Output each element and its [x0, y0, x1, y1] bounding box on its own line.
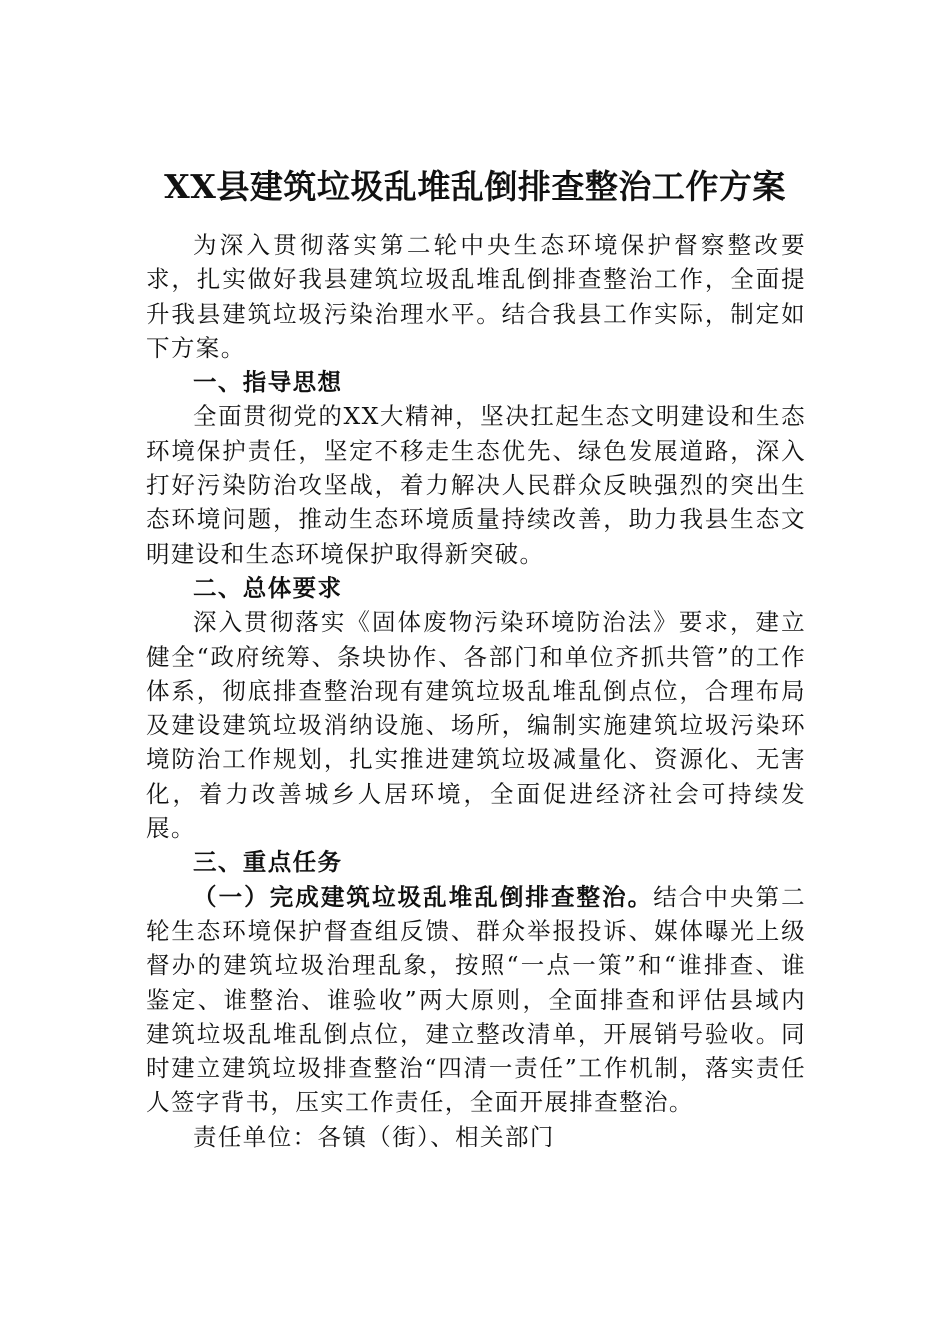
general-requirements-paragraph: 深入贯彻落实《固体废物污染环境防治法》要求，建立健全“政府统筹、条块协作、各部门和单位齐抓共管”的工作体系，彻底排查整治现有建筑垃圾乱堆乱倒点位，合理布局及建设建筑垃圾消纳设施、场所，编制实施建筑垃圾污染环境防治工作规划，扎实推进建筑垃圾减量化、资源化、无害化，着力改善城乡人居环境，全面促进经济社会可持续发展。 — [146, 608, 806, 843]
section-heading-guiding-thought: 一、指导思想 — [193, 368, 343, 397]
task-1-lead: （一）完成建筑垃圾乱堆乱倒排查整治。 — [193, 882, 654, 911]
section-heading-key-tasks: 三、重点任务 — [193, 848, 343, 877]
task-1-paragraph — [146, 880, 806, 1120]
document-body — [146, 228, 806, 1154]
responsibility-line: 责任单位：各镇（街）、相关部门 — [193, 1122, 555, 1151]
intro-paragraph: 为深入贯彻落实第二轮中央生态环境保护督察整改要求，扎实做好我县建筑垃圾乱堆乱倒排查整治工作，全面提升我县建筑垃圾污染治理水平。结合我县工作实际，制定如下方案。 — [146, 231, 806, 362]
section-heading-general-requirements: 二、总体要求 — [193, 573, 343, 602]
task-1-text: 结合中央第二轮生态环境保护督查组反馈、群众举报投诉、媒体曝光上级督办的建筑垃圾治理乱象，按照“一点一策”和“谁排查、谁鉴定、谁整治、谁验收”两大原则，全面排查和评估县域内建筑垃圾乱堆乱倒点位，建立整改清单，开展销号验收。同时建立建筑垃圾排查整治“四清一责任”工作机制，落实责任人签字背书，压实工作责任，全面开展排查整治。 — [146, 882, 806, 1117]
document-title: XX县建筑垃圾乱堆乱倒排查整治工作方案 — [164, 167, 786, 206]
guiding-thought-paragraph: 全面贯彻党的XX大精神，坚决扛起生态文明建设和生态环境保护责任，坚定不移走生态优先、绿色发展道路，深入打好污染防治攻坚战，着力解决人民群众反映强烈的突出生态环境问题，推动生态环境质量持续改善，助力我县生态文明建设和生态环境保护取得新突破。 — [146, 402, 806, 568]
